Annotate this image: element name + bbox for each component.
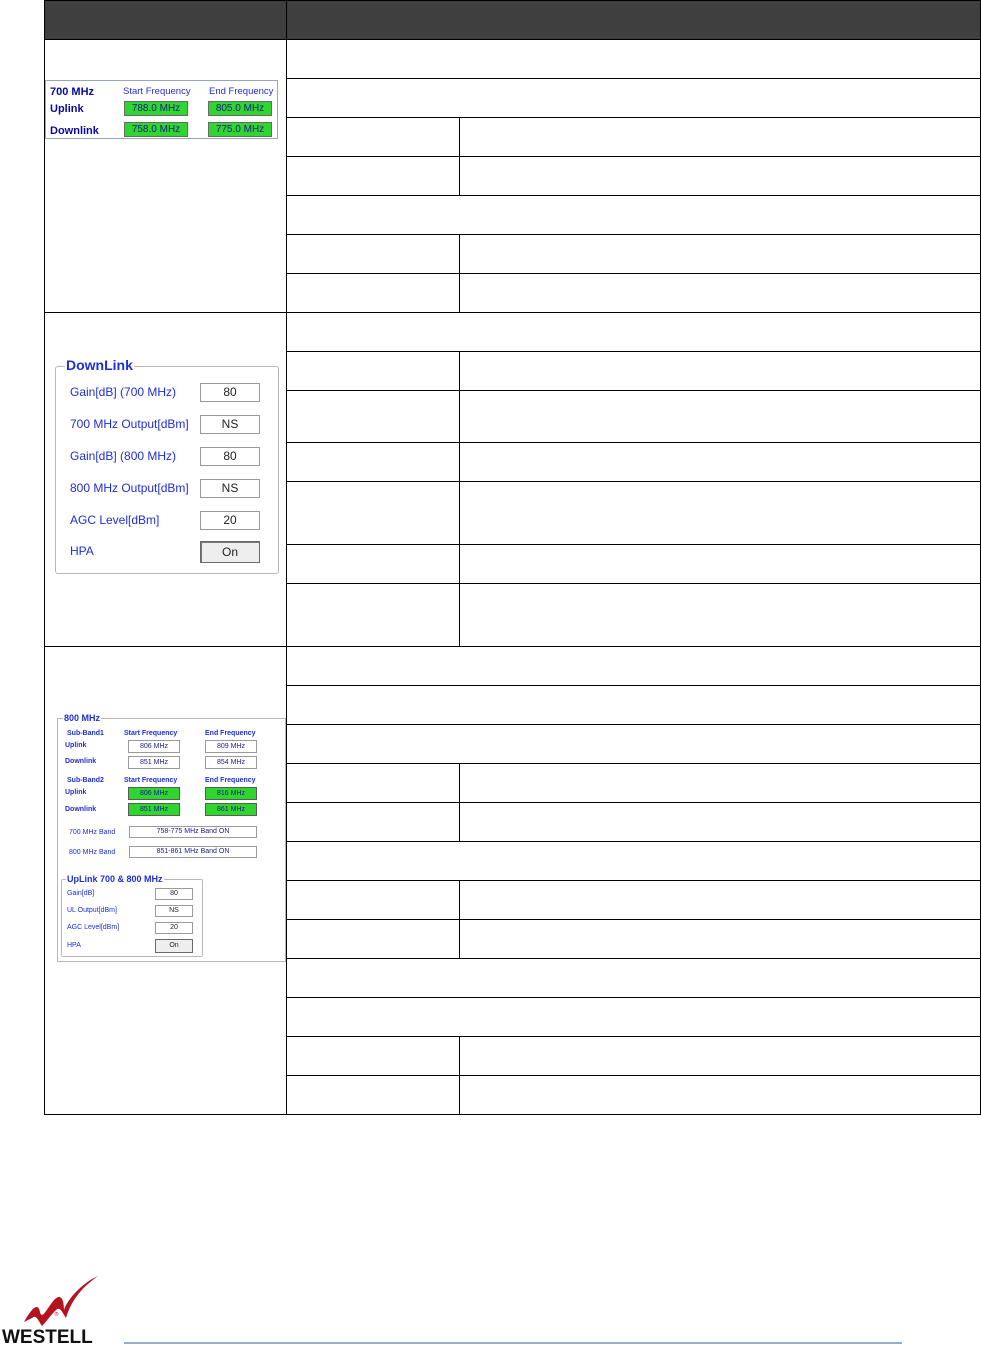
table-cell <box>287 959 981 998</box>
table-row <box>45 313 981 352</box>
table-cell <box>460 545 981 584</box>
downlink-hpa-button[interactable]: On <box>200 541 260 563</box>
sub2-start-header: Start Frequency <box>124 777 178 784</box>
table-cell <box>287 803 460 842</box>
band700-downlink-label: Downlink <box>50 125 99 137</box>
table-cell <box>287 235 460 274</box>
table-cell <box>287 40 981 79</box>
table-cell <box>287 118 460 157</box>
uplink-agc-field[interactable]: 20 <box>155 922 193 934</box>
table-cell <box>460 1076 981 1115</box>
band700-downlink-end-field[interactable]: 775.0 MHz <box>208 122 272 137</box>
band700-uplink-start-field[interactable]: 788.0 MHz <box>124 101 188 116</box>
uplink-gain-label: Gain[dB] <box>67 890 95 897</box>
table-cell <box>460 443 981 482</box>
header-cell-screen <box>45 1 287 40</box>
table-cell <box>460 391 981 443</box>
table-header-row <box>45 1 981 40</box>
downlink-group-title: DownLink <box>66 357 133 373</box>
table-cell <box>287 764 460 803</box>
band800-status-label: 800 MHz Band <box>69 849 116 856</box>
svg-text:®: ® <box>54 1312 59 1318</box>
downlink-hpa-label: HPA <box>70 544 94 558</box>
sub1-downlink-start-field[interactable]: 851 MHz <box>128 756 180 769</box>
table-cell <box>287 274 460 313</box>
uplink-agc-label: AGC Level[dBm] <box>67 924 120 931</box>
westell-wordmark: WESTELL <box>2 1327 93 1348</box>
table-cell <box>460 1037 981 1076</box>
table-cell <box>287 313 981 352</box>
downlink-agc-label: AGC Level[dBm] <box>70 513 160 527</box>
table-cell <box>287 842 981 881</box>
sub2-uplink-start-field[interactable]: 806 MHz <box>128 787 180 800</box>
sub2-downlink-end-field[interactable]: 861 MHz <box>205 803 257 816</box>
table-cell <box>287 647 981 686</box>
sub2-downlink-start-field[interactable]: 851 MHz <box>128 803 180 816</box>
band800-title: 800 MHz <box>64 713 101 723</box>
table-cell <box>460 274 981 313</box>
band700-start-header: Start Frequency <box>123 86 191 97</box>
table-cell <box>460 803 981 842</box>
table-cell <box>460 764 981 803</box>
table-cell <box>287 998 981 1037</box>
sub1-uplink-end-field[interactable]: 809 MHz <box>205 740 257 753</box>
table-cell <box>460 157 981 196</box>
uplink-output-field[interactable]: NS <box>155 905 193 917</box>
table-cell <box>287 686 981 725</box>
uplink-hpa-button[interactable]: On <box>155 939 193 953</box>
table-cell <box>287 920 460 959</box>
downlink-gain700-label: Gain[dB] (700 MHz) <box>70 385 177 399</box>
footer-rule <box>124 1342 902 1344</box>
uplink-hpa-label: HPA <box>67 942 81 949</box>
downlink-output700-label: 700 MHz Output[dBm] <box>70 417 189 431</box>
sub1-end-header: End Frequency <box>205 730 256 737</box>
sub1-label: Sub-Band1 <box>67 730 104 737</box>
table-row <box>45 647 981 686</box>
uplink-group <box>61 874 203 957</box>
table-cell <box>460 920 981 959</box>
band700-title: 700 MHz <box>50 86 95 98</box>
table-cell <box>287 79 981 118</box>
sub1-downlink-label: Downlink <box>65 758 97 765</box>
uplink-group-title: UpLink 700 & 800 MHz <box>67 874 163 884</box>
downlink-gain800-field[interactable]: 80 <box>200 447 260 466</box>
sub2-uplink-label: Uplink <box>65 789 87 796</box>
downlink-agc-field[interactable]: 20 <box>200 511 260 530</box>
westell-logo <box>2 1272 126 1348</box>
table-cell <box>287 443 460 482</box>
table-cell <box>460 352 981 391</box>
downlink-group <box>55 357 279 574</box>
table-cell <box>460 584 981 647</box>
table-cell <box>287 725 981 764</box>
band800-panel <box>57 713 286 962</box>
sub2-downlink-label: Downlink <box>65 806 97 813</box>
downlink-gain800-label: Gain[dB] (800 MHz) <box>70 449 177 463</box>
band700-downlink-start-field[interactable]: 758.0 MHz <box>124 122 188 137</box>
uplink-gain-field[interactable]: 80 <box>155 888 193 900</box>
table-cell <box>460 482 981 545</box>
table-row <box>45 40 981 79</box>
sub2-label: Sub-Band2 <box>67 777 104 784</box>
band700-panel <box>45 80 278 139</box>
uplink-output-label: UL Output[dBm] <box>67 907 117 914</box>
sub1-downlink-end-field[interactable]: 854 MHz <box>205 756 257 769</box>
table-cell <box>287 1037 460 1076</box>
sub1-uplink-start-field[interactable]: 806 MHz <box>128 740 180 753</box>
table-cell <box>287 157 460 196</box>
table-cell <box>287 196 981 235</box>
sub2-uplink-end-field[interactable]: 816 MHz <box>205 787 257 800</box>
downlink-output800-label: 800 MHz Output[dBm] <box>70 481 189 495</box>
table-cell <box>287 1076 460 1115</box>
band700-end-header: End Frequency <box>209 86 274 97</box>
sub1-start-header: Start Frequency <box>124 730 178 737</box>
downlink-output700-field[interactable]: NS <box>200 415 260 434</box>
table-cell <box>460 881 981 920</box>
table-cell <box>287 881 460 920</box>
table-cell <box>287 482 460 545</box>
table-cell <box>287 391 460 443</box>
table-cell <box>287 545 460 584</box>
downlink-output800-field[interactable]: NS <box>200 479 260 498</box>
sub2-end-header: End Frequency <box>205 777 256 784</box>
band700-status-field: 758-775 MHz Band ON <box>129 826 257 838</box>
band700-uplink-end-field[interactable]: 805.0 MHz <box>208 101 272 116</box>
sub1-uplink-label: Uplink <box>65 742 87 749</box>
band800-status-field: 851-861 MHz Band ON <box>129 846 257 858</box>
table-cell <box>287 352 460 391</box>
table-cell <box>460 235 981 274</box>
table-cell <box>287 584 460 647</box>
header-cell-description <box>287 1 981 40</box>
table-cell <box>460 118 981 157</box>
downlink-gain700-field[interactable]: 80 <box>200 383 260 402</box>
band700-status-label: 700 MHz Band <box>69 829 116 836</box>
band700-uplink-label: Uplink <box>50 103 84 115</box>
